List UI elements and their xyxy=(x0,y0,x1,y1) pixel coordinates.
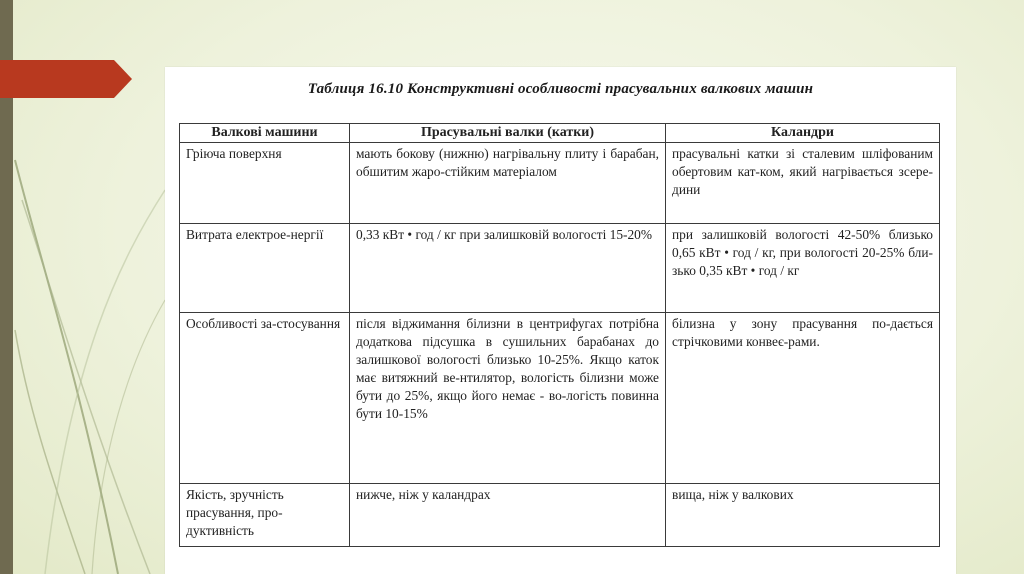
header-calenders: Каландри xyxy=(666,124,940,143)
row-label: Витрата електрое-нергії xyxy=(180,224,350,313)
table-header-row xyxy=(180,124,940,143)
specifications-table xyxy=(179,123,940,547)
table-row xyxy=(180,484,940,547)
cell-calenders: при залишковій вологості 42-50% близько 0,65 кВт • год / кг, при вологості 20-25% бли-зько 0,35 кВт • год / кг xyxy=(666,224,940,313)
cell-calenders: прасувальні катки зі сталевим шліфованим обертовим кат-ком, який нагрівається зсере-дини xyxy=(666,143,940,224)
header-roller-machines: Валкові машини xyxy=(180,124,350,143)
cell-ironing-rollers: мають бокову (нижню) нагрівальну плиту і барабан, обшитим жаро-стійким матеріалом xyxy=(350,143,666,224)
table-row xyxy=(180,143,940,224)
row-label: Якість, зручність прасування, про-дуктивність xyxy=(180,484,350,547)
table-title: Таблиця 16.10 Конструктивні особливості прасувальних валкових машин xyxy=(307,81,814,97)
table-row xyxy=(180,313,940,484)
cell-ironing-rollers: нижче, ніж у каландрах xyxy=(350,484,666,547)
cell-calenders: вища, ніж у валкових xyxy=(666,484,940,547)
document-image xyxy=(165,67,956,574)
cell-ironing-rollers: після віджимання білизни в центрифугах потрібна додаткова підсушка в сушильних барабанах до залишкової вологості близько 10-25%. Якщо каток має витяжний ве-нтилятор, вологість білизни може бути до 25%, якщо його немає - во-логість повинна бути 10-15% xyxy=(350,313,666,484)
cell-calenders: білизна у зону прасування по-дається стрічковими конвеє-рами. xyxy=(666,313,940,484)
row-label: Особливості за-стосування xyxy=(180,313,350,484)
table-row xyxy=(180,224,940,313)
cell-ironing-rollers: 0,33 кВт • год / кг при залишковій вологості 15-20% xyxy=(350,224,666,313)
red-arrow-tab xyxy=(0,60,132,98)
header-ironing-rollers: Прасувальні валки (катки) xyxy=(350,124,666,143)
row-label: Гріюча поверхня xyxy=(180,143,350,224)
